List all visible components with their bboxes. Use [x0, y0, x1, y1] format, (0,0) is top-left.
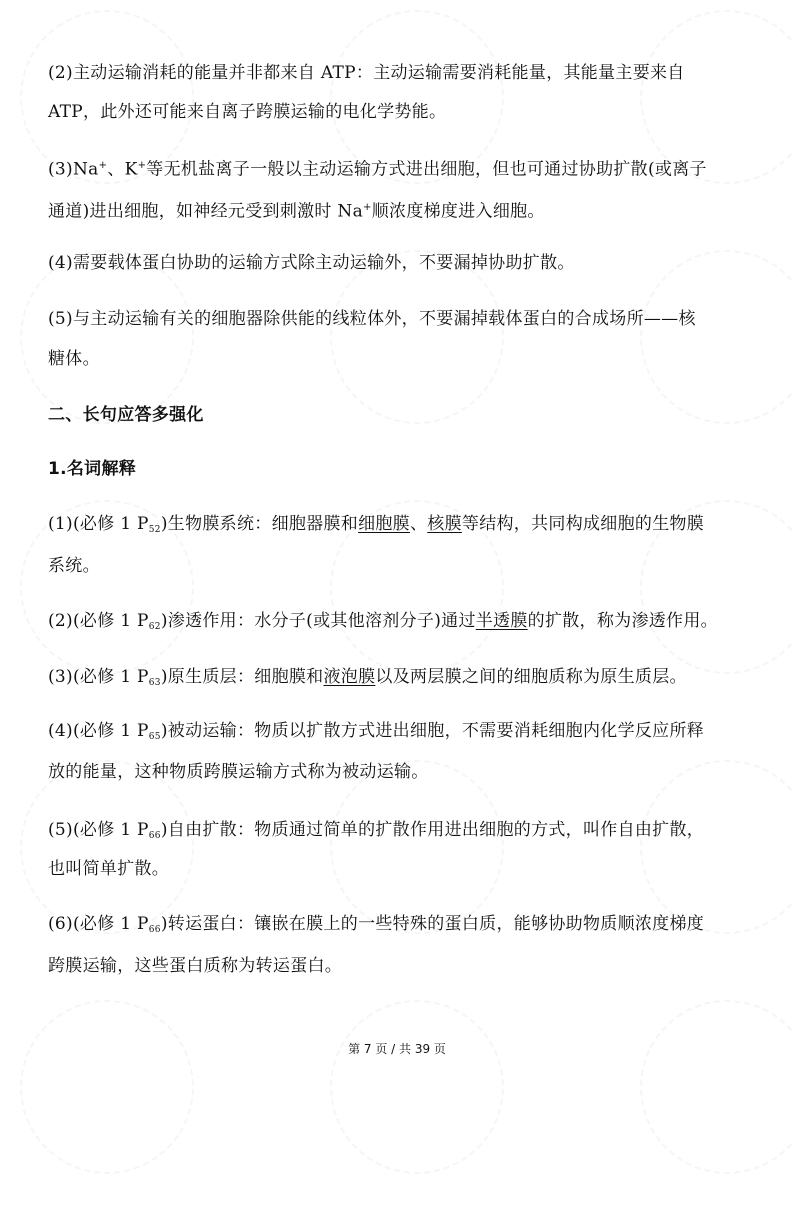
text-line: [48, 555, 100, 577]
text-segment: 也叫简单扩散。: [48, 859, 170, 879]
page-footer: 第 7 页 / 共 39 页: [348, 1042, 446, 1056]
text-line: [48, 62, 685, 84]
text-segment: 等无机盐离子一般以主动运输方式进出细胞，但也可通过协助扩散(或离子: [146, 159, 707, 180]
text-segment: (3)Na: [48, 159, 99, 180]
text-line: [48, 819, 704, 847]
text-segment: (3)(必修 1 P: [48, 667, 149, 687]
text-segment: )渗透作用：水分子(或其他溶剂分子)通过: [160, 611, 476, 631]
text-segment: 通道)进出细胞，如神经元受到刺激时 Na: [48, 201, 364, 222]
text-segment: 放的能量，这种物质跨膜运输方式称为被动运输。: [48, 762, 429, 782]
page-subscript: 63: [148, 678, 161, 688]
text-segment: 的扩散，称为渗透作用。: [527, 611, 718, 631]
text-segment: )生物膜系统：细胞器膜和: [160, 514, 359, 534]
text-line: [48, 155, 707, 181]
text-segment: 、K: [107, 159, 138, 180]
text-line: [48, 252, 575, 274]
underlined-term: 半透膜: [475, 611, 528, 631]
text-line: [48, 666, 687, 694]
text-segment: 顺浓度梯度进入细胞。: [371, 201, 545, 222]
text-line: [48, 720, 704, 748]
charge-superscript: +: [98, 160, 108, 171]
text-segment: (1)(必修 1 P: [48, 514, 149, 534]
text-line: [48, 610, 718, 638]
text-segment: (2)主动运输消耗的能量并非都来自 ATP：主动运输需要消耗能量，其能量主要来自: [48, 63, 685, 83]
text-line: [48, 761, 429, 783]
text-segment: (5)与主动运输有关的细胞器除供能的线粒体外，不要漏掉载体蛋白的合成场所——核: [48, 309, 696, 329]
text-segment: (6)(必修 1 P: [48, 914, 149, 934]
subsection-heading: [48, 458, 136, 480]
text-segment: (2)(必修 1 P: [48, 611, 149, 631]
text-segment: (4)(必修 1 P: [48, 721, 149, 741]
text-segment: )原生质层：细胞膜和: [160, 667, 324, 687]
page-subscript: 66: [148, 831, 161, 841]
page-subscript: 65: [148, 732, 161, 742]
text-line: [48, 308, 696, 330]
underlined-term: 液泡膜: [323, 667, 376, 687]
text-line: [48, 348, 100, 370]
text-segment: 、: [409, 514, 428, 534]
watermark-stamp: [606, 0, 794, 218]
text-segment: ATP，此外还可能来自离子跨膜运输的电化学势能。: [48, 102, 447, 122]
text-segment: (4)需要载体蛋白协助的运输方式除主动运输外，不要漏掉协助扩散。: [48, 253, 575, 273]
text-segment: 系统。: [48, 556, 100, 576]
text-line: [48, 913, 704, 941]
text-segment: 以及两层膜之间的细胞质称为原生质层。: [375, 667, 687, 687]
page-subscript: 52: [148, 525, 161, 535]
text-segment: 跨膜运输，这些蛋白质称为转运蛋白。: [48, 956, 343, 976]
text-segment: )自由扩散：物质通过简单的扩散作用进出细胞的方式，叫作自由扩散，: [160, 820, 705, 840]
text-segment: 等结构，共同构成细胞的生物膜: [461, 514, 705, 534]
text-segment: 糖体。: [48, 349, 100, 369]
watermark-stamp: [0, 966, 228, 1208]
underlined-term: 细胞膜: [358, 514, 410, 534]
watermark-stamp: [606, 216, 794, 458]
watermark-stamp: [606, 966, 794, 1208]
page-subscript: 62: [148, 622, 161, 632]
text-segment: )被动运输：物质以扩散方式进出细胞，不需要消耗细胞内化学反应所释: [160, 721, 705, 741]
underlined-term: 核膜: [427, 514, 462, 534]
text-segment: 二、长句应答多强化: [48, 405, 204, 425]
text-line: [48, 101, 446, 123]
text-line: [48, 513, 704, 541]
text-line: [48, 858, 169, 880]
watermark-stamp: [296, 966, 538, 1208]
charge-superscript: +: [363, 202, 372, 213]
text-line: [48, 955, 342, 977]
section-heading: [48, 404, 204, 426]
text-line: [48, 197, 545, 223]
text-segment: (5)(必修 1 P: [48, 820, 149, 840]
text-segment: 1.名词解释: [48, 459, 137, 479]
text-segment: )转运蛋白：镶嵌在膜上的一些特殊的蛋白质，能够协助物质顺浓度梯度: [160, 914, 705, 934]
charge-superscript: +: [137, 160, 147, 171]
page-subscript: 66: [148, 925, 161, 935]
